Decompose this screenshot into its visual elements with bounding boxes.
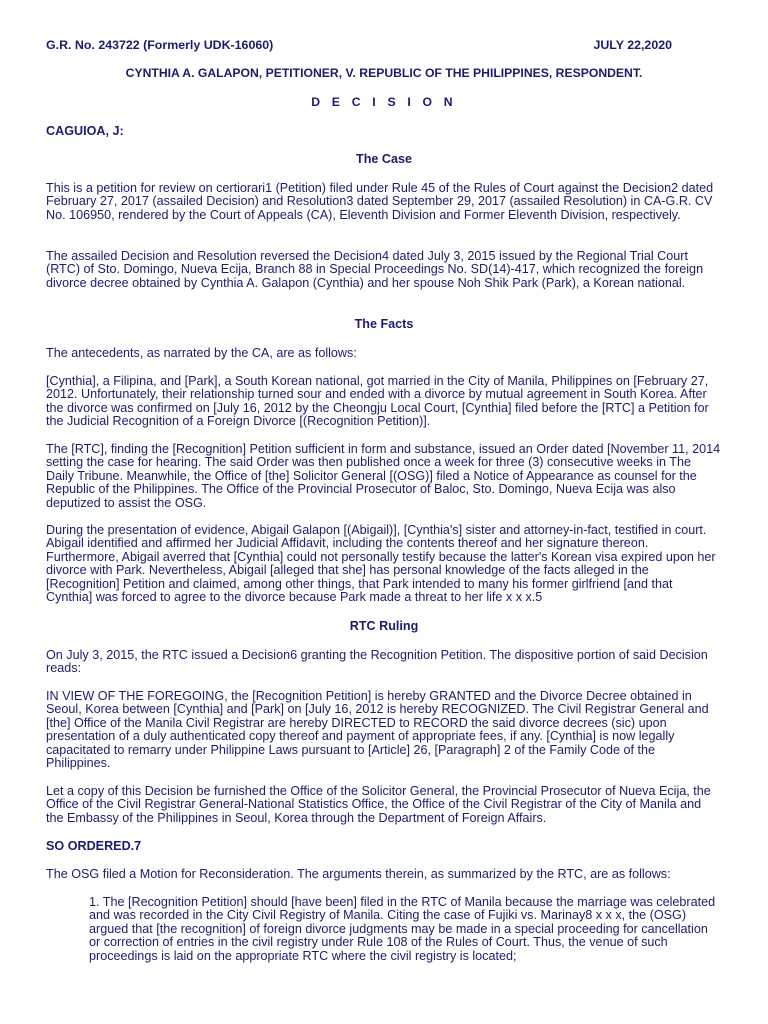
paragraph-1: This is a petition for review on certiorari1 (Petition) filed under Rule 45 of the Rules of Court against the Decision2 dated February 27, 2017 (assailed Decision) and Resolution3 dated September 29, 2017 (assailed Resolution) in CA-G.R. CV No. 106950, rendered by the Court of Appeals (CA), Eleventh Division and Former Eleventh Division, respectively. xyxy=(46,181,714,222)
paragraph-6: During the presentation of evidence, Abigail Galapon [(Abigail)], [Cynthia's] sister and attorney-in-fact, testified in court. Abigail identified and affirmed her Judicial Affidavit, including the contents thereof and her signature thereon. Furthermore, Abigail averred that [Cynthia] could not personally testify because the latter's Korean visa expired upon her divorce with Park. Nevertheless, Abigail [alleged that she] has personal knowledge of the facts alleged in the [Recognition] Petition and claimed, among other things, that Park intended to many his former girlfriend [and that Cynthia] was forced to agree to the divorce because Park made a threat to her life x x x.5 xyxy=(46,523,716,605)
section-heading-the-case: The Case xyxy=(356,152,412,166)
paragraph-3: The antecedents, as narrated by the CA, are as follows: xyxy=(46,346,357,360)
so-ordered: SO ORDERED.7 xyxy=(46,839,142,853)
decision-date: JULY 22,2020 xyxy=(593,38,672,52)
paragraph-9: Let a copy of this Decision be furnished the Office of the Solicitor General, the Provincial Prosecutor of Nueva Ecija, the Office of the Civil Registrar General-National Statistics Office, the Office of the Civil Registrar of the City of Manila and the Embassy of the Philippines in Seoul, Korea through the Department of Foreign Affairs. xyxy=(46,784,711,825)
paragraph-5: The [RTC], finding the [Recognition] Petition sufficient in form and substance, issued an Order dated [November 11, 2014 setting the case for hearing. The said Order was then published once a week for three (3) consecutive weeks in The Daily Tribune. Meanwhile, the Office of [the] Solicitor General [(OSG)] filed a Notice of Appearance as counsel for the Republic of the Philippines. The Office of the Provincial Prosecutor of Baloc, Sto. Domingo, Nueva Ecija was also deputized to assist the OSG. xyxy=(46,442,721,510)
paragraph-4: [Cynthia], a Filipina, and [Park], a South Korean national, got married in the City of Manila, Philippines on [February 27, 2012. Unfortunately, their relationship turned sour and ended with a divorce by mutual agreement in South Korea. After the divorce was confirmed on [July 16, 2012 by the Cheongju Local Court, [Cynthia] filed before the [RTC] a Petition for the Judicial Recognition of a Foreign Divorce [(Recognition Petition)]. xyxy=(46,374,709,429)
list-item-1: 1. The [Recognition Petition] should [have been] filed in the RTC of Manila because the marriage was celebrated and was recorded in the City Civil Registry of Manila. Citing the case of Fujiki vs. Marinay8 x x x, the (OSG) argued that [the recognition] of foreign divorce judgments may be made in a special proceeding for cancellation or correction of entries in the civil registry under Rule 108 of the Rules of Court. Thus, the venue of such proceedings is laid on the appropriate RTC where the civil registry is located; xyxy=(89,895,716,963)
paragraph-8: IN VIEW OF THE FOREGOING, the [Recognition Petition] is hereby GRANTED and the Divorce Decree obtained in Seoul, Korea between [Cynthia] and [Park] on [July 16, 2012 is hereby RECOGNIZED. The Civil Registrar General and [the] Office of the Manila Civil Registrar are hereby DIRECTED to RECORD the said divorce decrees (sic) upon presentation of a duly authenticated copy thereof and payment of appropriate fees, if any. [Cynthia] is now legally capacitated to remarry under Philippine Laws pursuant to [Article] 26, [Paragraph] 2 of the Family Code of the Philippines. xyxy=(46,689,709,771)
decision-label: D E C I S I O N xyxy=(311,95,457,109)
paragraph-10: The OSG filed a Motion for Reconsideration. The arguments therein, as summarized by the RTC, are as follows: xyxy=(46,867,671,881)
paragraph-2: The assailed Decision and Resolution reversed the Decision4 dated July 3, 2015 issued by the Regional Trial Court (RTC) of Sto. Domingo, Nueva Ecija, Branch 88 in Special Proceedings No. SD(14)-417, which recognized the foreign divorce decree obtained by Cynthia A. Galapon (Cynthia) and her spouse Noh Shik Park (Park), a Korean national. xyxy=(46,249,704,290)
document-header xyxy=(46,39,672,52)
ponente: CAGUIOA, J: xyxy=(46,124,124,138)
case-title: CYNTHIA A. GALAPON, PETITIONER, V. REPUBLIC OF THE PHILIPPINES, RESPONDENT. xyxy=(125,66,643,80)
section-heading-the-facts: The Facts xyxy=(354,317,414,331)
case-number: G.R. No. 243722 (Formerly UDK-16060) xyxy=(46,38,274,52)
section-heading-rtc-ruling: RTC Ruling xyxy=(349,619,419,633)
paragraph-7: On July 3, 2015, the RTC issued a Decision6 granting the Recognition Petition. The dispositive portion of said Decision reads: xyxy=(46,648,708,676)
